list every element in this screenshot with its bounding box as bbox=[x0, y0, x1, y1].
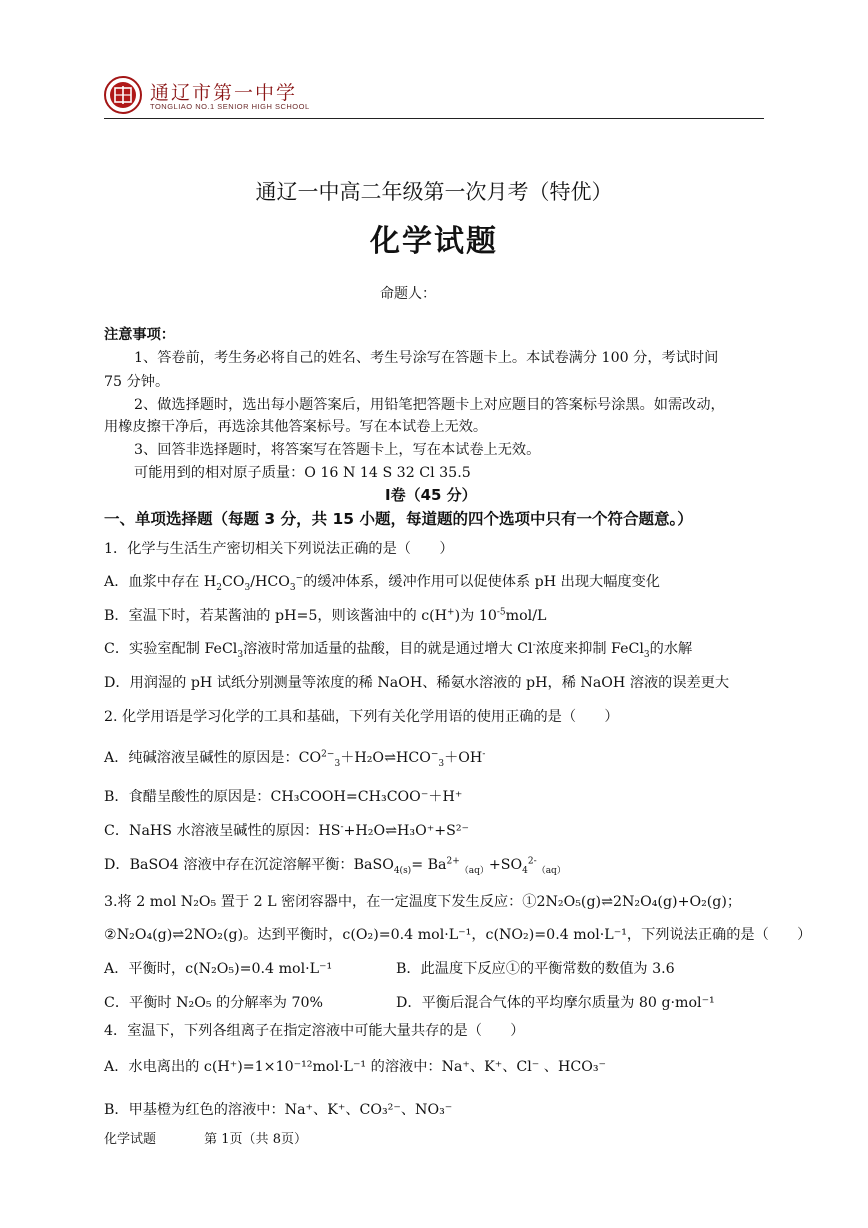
school-name-en: TONGLIAO NO.1 SENIOR HIGH SCHOOL bbox=[150, 102, 310, 111]
atomic-mass-note: 可能用到的相对原子质量：O 16 N 14 S 32 Cl 35.5 bbox=[134, 465, 471, 481]
footer-page-number: 第 1页（共 8页） bbox=[204, 1132, 307, 1147]
question-1-option-a: A．血浆中存在 $H_2CO_3/HCO_3^-$的缓冲体系，缓冲作用可以促使体系 pH 出现大幅度变化 bbox=[104, 573, 660, 593]
header-divider bbox=[104, 118, 764, 119]
notice-item-2-cont: 用橡皮擦干净后，再选涂其他答案标号。写在本试卷上无效。 bbox=[104, 419, 488, 435]
notice-item-3: 3、回答非选择题时，将答案写在答题卡上，写在本试卷上无效。 bbox=[134, 442, 541, 458]
question-2-option-c: C．NaHS 水溶液呈碱性的原因：HS-+H₂O⇌H₃O⁺+S²⁻ bbox=[104, 822, 469, 839]
question-1-option-b: B．室温下时，若某酱油的 pH=5，则该酱油中的 c(H+)为 $10^{-5}mol/L$ bbox=[104, 607, 547, 624]
question-3-option-d: D．平衡后混合气体的平均摩尔质量为 80 g·mol⁻¹ bbox=[396, 995, 715, 1011]
question-4-option-a: A．水电离出的 c(H⁺)=1×10⁻¹²mol·L⁻¹ 的溶液中：Na⁺、K⁺、Cl⁻ 、HCO₃⁻ bbox=[104, 1059, 607, 1075]
footer-subject: 化学试题 bbox=[104, 1132, 157, 1147]
notice-item-1: 1、答卷前，考生务必将自己的姓名、考生号涂写在答题卡上。本试卷满分 100 分，考试时间 bbox=[134, 350, 719, 366]
school-header bbox=[104, 74, 764, 118]
question-3-option-c: C．平衡时 N₂O₅ 的分解率为 70% bbox=[104, 995, 324, 1011]
question-1-stem: 1．化学与生活生产密切相关下列说法正确的是（ ） bbox=[104, 541, 454, 557]
question-2-option-d: D．BaSO4 溶液中存在沉淀溶解平衡：BaSO$_{4(s)}$= $Ba^{2+}_{(aq)}+SO_4^{2-}_{(aq)}$ bbox=[104, 856, 566, 876]
notice-item-2: 2、做选择题时，选出每小题答案后，用铅笔把答题卡上对应题目的答案标号涂黑。如需改动， bbox=[134, 397, 725, 413]
notice-item-1-cont: 75 分钟。 bbox=[104, 374, 170, 390]
question-2-stem: 2. 化学用语是学习化学的工具和基础，下列有关化学用语的使用正确的是（ ） bbox=[104, 709, 619, 725]
volume-heading: I卷（45 分） bbox=[385, 486, 477, 504]
question-4-option-b: B．甲基橙为红色的溶液中：Na⁺、K⁺、CO₃²⁻、NO₃⁻ bbox=[104, 1102, 453, 1118]
page-footer bbox=[104, 1128, 351, 1147]
question-1-option-c: C．实验室配制 FeCl$_3$溶液时常加适量的盐酸，目的就是通过增大 Cl-浓度来抑制 FeCl$_3$的水解 bbox=[104, 640, 693, 660]
section-heading: 一、单项选择题（每题 3 分，共 15 小题，每道题的四个选项中只有一个符合题意。） bbox=[104, 510, 693, 528]
question-3-option-b: B．此温度下反应①的平衡常数的数值为 3.6 bbox=[396, 961, 675, 977]
author-label: 命题人： bbox=[380, 286, 436, 302]
question-2-option-a: A．纯碱溶液呈碱性的原因是：$CO^{2-}_3+H_2O\rightleftharpoons HCO^-_3+OH^-$ bbox=[104, 749, 486, 769]
question-3-line-2: ②N₂O₄(g)⇌2NO₂(g)。达到平衡时，c(O₂)=0.4 mol·L⁻¹，c(NO₂)=0.4 mol·L⁻¹，下列说法正确的是（ ） bbox=[104, 927, 812, 943]
school-name: 通辽市第一中学 bbox=[150, 82, 298, 104]
question-1-option-d: D．用润湿的 pH 试纸分别测量等浓度的稀 NaOH、稀氨水溶液的 pH，稀 NaOH 溶液的误差更大 bbox=[104, 675, 730, 691]
question-3-line-1: 3.将 2 mol N₂O₅ 置于 2 L 密闭容器中，在一定温度下发生反应：①2N₂O₅(g)⇌2N₂O₄(g)+O₂(g)； bbox=[104, 894, 742, 910]
notice-heading: 注意事项： bbox=[104, 327, 175, 343]
question-2-option-b: B．食醋呈酸性的原因是：CH₃COOH=CH₃COO⁻＋H⁺ bbox=[104, 789, 463, 805]
school-seal-icon bbox=[104, 76, 142, 114]
exam-title: 通辽一中高二年级第一次月考（特优） bbox=[255, 180, 613, 204]
exam-subject-title: 化学试题 bbox=[370, 224, 498, 259]
question-3-option-a: A．平衡时，c(N₂O₅)=0.4 mol·L⁻¹ bbox=[104, 961, 333, 977]
question-4-stem: 4．室温下，下列各组离子在指定溶液中可能大量共存的是（ ） bbox=[104, 1023, 525, 1039]
